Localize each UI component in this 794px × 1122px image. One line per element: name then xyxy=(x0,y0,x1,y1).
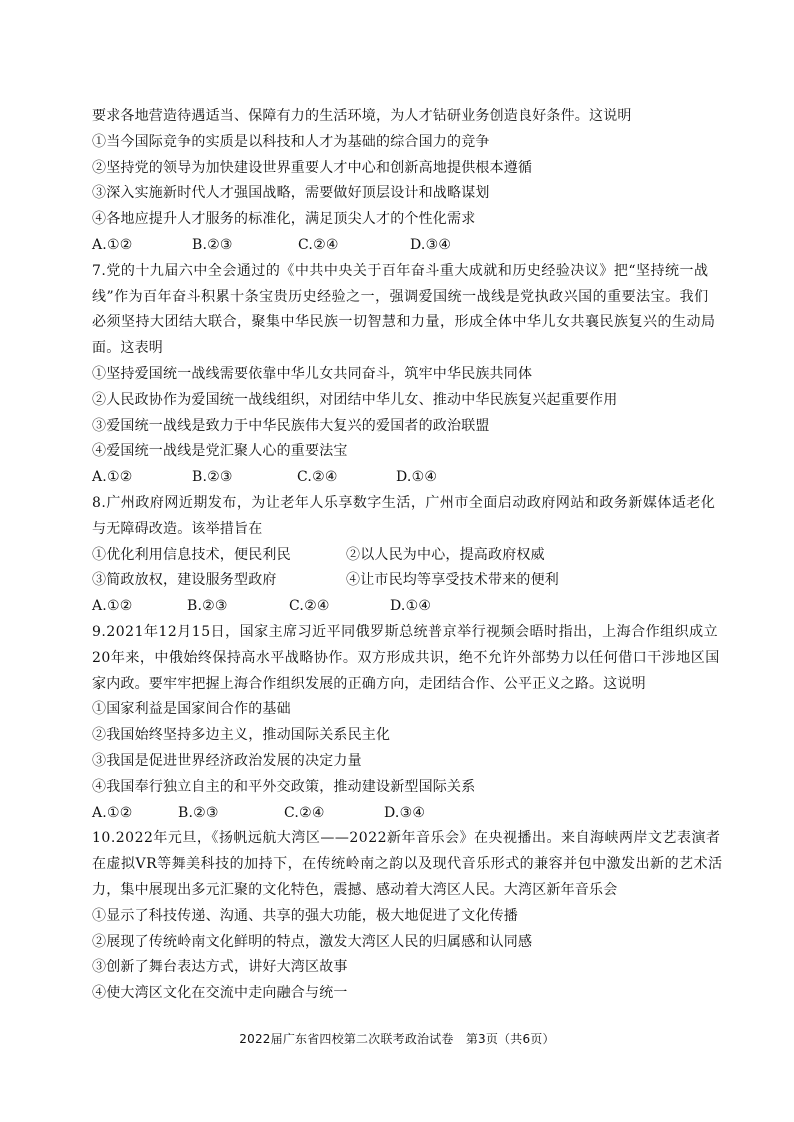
q10-stem-line-3: 力，集中展现出多元汇聚的文化特色，震撼、感动着大湾区人民。大湾区新年音乐会 xyxy=(92,881,618,898)
q10-stem-line-1: 10.2022年元旦，《扬帆远航大湾区——2022新年音乐会》在央视播出。来自海峡两岸文艺表演者 xyxy=(92,830,721,847)
q7-stem-line-1: 7.党的十九届六中全会通过的《中共中央关于百年奋斗重大成就和历史经验决议》把“坚持统一战 xyxy=(92,262,709,279)
q6-option-b: B.②③ xyxy=(192,236,233,253)
exam-page xyxy=(92,104,723,1007)
q7-statement-4: ④爱国统一战线是党汇聚人心的重要法宝 xyxy=(92,443,348,460)
q8-statement-3: ③简政放权，建设服务型政府 xyxy=(92,572,277,589)
q7-option-a: A.①② xyxy=(92,469,133,486)
q6-statement-3: ③深入实施新时代人才强国战略，需要做好顶层设计和战略谋划 xyxy=(92,185,490,202)
q8-statement-2: ②以人民为中心，提高政府权威 xyxy=(346,546,545,563)
q7-stem-line-4: 面。这表明 xyxy=(92,340,163,357)
q6-statement-1: ①当今国际竞争的实质是以科技和人才为基础的综合国力的竞争 xyxy=(92,133,490,150)
q8-options xyxy=(92,594,714,620)
q9-statement-3: ③我国是促进世界经济政治发展的决定力量 xyxy=(92,752,362,769)
q8-option-c: C.②④ xyxy=(289,598,330,615)
q7-statement-3: ③爱国统一战线是致力于中华民族伟大复兴的爱国者的政治联盟 xyxy=(92,417,490,434)
q7-stem-line-2: 线”作为百年奋斗积累十条宝贵历史经验之一，强调爱国统一战线是党执政兴国的重要法宝。我们 xyxy=(92,288,709,305)
q7-option-d: D.①④ xyxy=(396,469,438,486)
q8-option-d: D.①④ xyxy=(390,598,432,615)
q10-statement-2: ②展现了传统岭南文化鲜明的特点，激发大湾区人民的归属感和认同感 xyxy=(92,933,533,950)
q9-stem-line-2: 20年来，中俄始终保持高水平战略协作。双方形成共识，绝不允许外部势力以任何借口干涉地区国 xyxy=(92,649,720,666)
q8-option-b: B.②③ xyxy=(187,598,228,615)
q6-option-d: D.③④ xyxy=(410,236,452,253)
q9-statement-1: ①国家利益是国家间合作的基础 xyxy=(92,701,291,718)
q9-stem-line-1: 9.2021年12月15日，国家主席习近平同俄罗斯总统普京举行视频会晤时指出，上海合作组织成立 xyxy=(92,623,719,640)
q6-option-c: C.②④ xyxy=(298,236,339,253)
q9-option-a: A.①② xyxy=(92,804,133,821)
q7-statement-1: ①坚持爱国统一战线需要依靠中华儿女共同奋斗，筑牢中华民族共同体 xyxy=(92,365,533,382)
q10-stem-line-2: 在虚拟VR等舞美科技的加持下，在传统岭南之韵以及现代音乐形式的兼容并包中激发出新的艺术活 xyxy=(92,856,723,873)
q8-statements-row-1 xyxy=(92,543,714,569)
q9-option-b: B.②③ xyxy=(178,804,219,821)
q8-option-a: A.①② xyxy=(92,598,133,615)
q9-stem-line-3: 家内政。要牢牢把握上海合作组织发展的正确方向，走团结合作、公平正义之路。这说明 xyxy=(92,675,646,692)
q8-statements-row-2 xyxy=(92,568,714,594)
q6-statement-2: ②坚持党的领导为加快建设世界重要人才中心和创新高地提供根本遵循 xyxy=(92,159,533,176)
q7-option-c: C.②④ xyxy=(297,469,338,486)
q9-option-c: C.②④ xyxy=(284,804,325,821)
q6-stem-tail: 要求各地营造待遇适当、保障有力的生活环境，为人才钻研业务创造良好条件。这说明 xyxy=(92,108,632,124)
q6-option-a: A.①② xyxy=(92,236,133,253)
q10-statement-3: ③创新了舞台表达方式，讲好大湾区故事 xyxy=(92,959,348,976)
q7-option-b: B.②③ xyxy=(192,469,233,486)
q10-statement-1: ①显示了科技传递、沟通、共享的强大功能，极大地促进了文化传播 xyxy=(92,907,518,924)
q6-statement-4: ④各地应提升人才服务的标准化，满足顶尖人才的个性化需求 xyxy=(92,211,476,228)
page-footer: 2022届广东省四校第二次联考政治试卷 第3页（共6页） xyxy=(239,1032,555,1046)
q8-stem-line-2: 与无障碍改造。该举措旨在 xyxy=(92,520,263,537)
q8-stem-line-1: 8.广州政府网近期发布，为让老年人乐享数字生活，广州市全面启动政府网站和政务新媒体适老化 xyxy=(92,494,716,511)
q8-statement-4: ④让市民均等享受技术带来的便利 xyxy=(346,572,559,589)
q7-stem-line-3: 必须坚持大团结大联合，聚集中华民族一切智慧和力量，形成全体中华儿女共襄民族复兴的生动局 xyxy=(92,314,716,331)
q10-statement-4: ④使大湾区文化在交流中走向融合与统一 xyxy=(92,985,348,1002)
q9-options xyxy=(92,801,714,827)
q9-statement-4: ④我国奉行独立自主的和平外交政策，推动建设新型国际关系 xyxy=(92,778,476,795)
q7-options xyxy=(92,465,714,491)
q8-statement-1: ①优化利用信息技术，便民利民 xyxy=(92,546,291,563)
q9-statement-2: ②我国始终坚持多边主义，推动国际关系民主化 xyxy=(92,727,391,744)
q7-statement-2: ②人民政协作为爱国统一战线组织，对团结中华儿女、推动中华民族复兴起重要作用 xyxy=(92,391,618,408)
q6-options xyxy=(92,233,714,259)
q9-option-d: D.③④ xyxy=(384,804,426,821)
